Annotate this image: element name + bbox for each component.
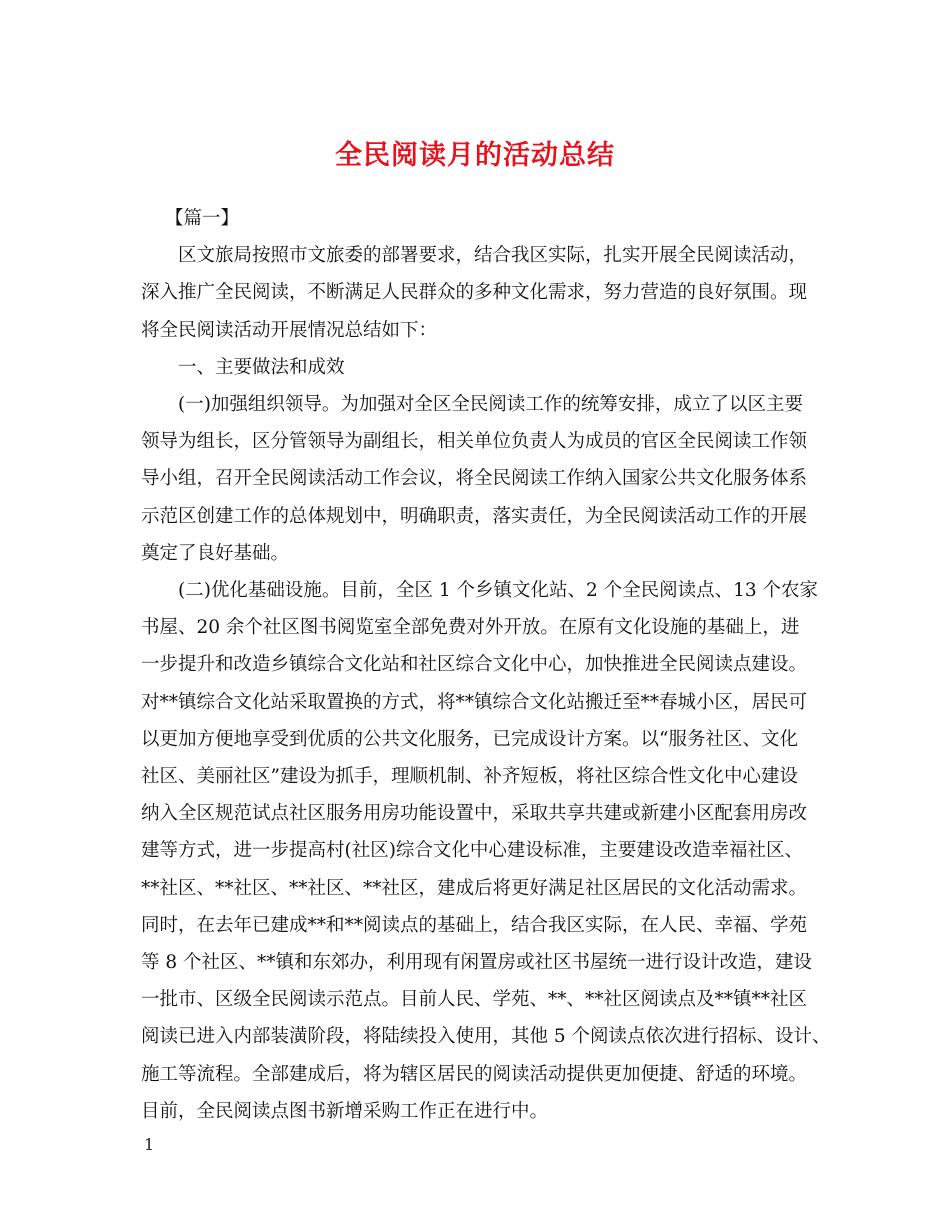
text-line: 一批市、区级全民阅读示范点。目前人民、学苑、**、**社区阅读点及**镇**社区 bbox=[141, 989, 808, 1011]
text-line: 一步提升和改造乡镇综合文化站和社区综合文化中心，加快推进全民阅读点建设。 bbox=[141, 654, 808, 676]
text-line: **社区、**社区、**社区、**社区，建成后将更好满足社区居民的文化活动需求。 bbox=[141, 877, 808, 899]
text-line: 对**镇综合文化站采取置换的方式，将**镇综合文化站搬迁至**春城小区，居民可 bbox=[141, 691, 808, 713]
text-line: 领导为组长，区分管领导为副组长，相关单位负责人为成员的官区全民阅读工作领 bbox=[141, 431, 808, 453]
document-title: 全民阅读月的活动总结 bbox=[335, 140, 615, 171]
text-line: 深入推广全民阅读，不断满足人民群众的多种文化需求，努力营造的良好氛围。现 bbox=[141, 282, 808, 304]
text-line: 社区、美丽社区”建设为抓手，理顺机制、补齐短板，将社区综合性文化中心建设 bbox=[141, 766, 798, 788]
text-line: 建等方式，进一步提高村(社区)综合文化中心建设标准，主要建设改造幸福社区、 bbox=[141, 840, 803, 862]
page-number: 1 bbox=[144, 1135, 155, 1154]
text-line: 区文旅局按照市文旅委的部署要求，结合我区实际，扎实开展全民阅读活动， bbox=[178, 245, 808, 267]
text-line: 奠定了良好基础。 bbox=[141, 542, 290, 564]
text-line: 等 8 个社区、**镇和东郊办，利用现有闲置房或社区书屋统一进行设计改造，建设 bbox=[141, 952, 813, 974]
document-body bbox=[141, 200, 831, 1130]
text-line: 将全民阅读活动开展情况总结如下： bbox=[141, 319, 438, 341]
text-line: 阅读已进入内部装潢阶段，将陆续投入使用，其他 5 个阅读点依次进行招标、设计、 bbox=[141, 1026, 831, 1048]
text-line: 目前，全民阅读点图书新增采购工作正在进行中。 bbox=[141, 1100, 549, 1122]
text-line: 施工等流程。全部建成后，将为辖区居民的阅读活动提供更加便捷、舒适的环境。 bbox=[141, 1063, 808, 1085]
text-line: (一)加强组织领导。为加强对全区全民阅读工作的统筹安排，成立了以区主要 bbox=[178, 394, 803, 416]
text-line: 示范区创建工作的总体规划中，明确职责，落实责任，为全民阅读活动工作的开展 bbox=[141, 505, 808, 527]
text-line: (二)优化基础设施。目前，全区 1 个乡镇文化站、2 个全民阅读点、13 个农家 bbox=[178, 580, 819, 602]
text-line: 导小组，召开全民阅读活动工作会议，将全民阅读工作纳入国家公共文化服务体系 bbox=[141, 468, 808, 490]
text-line: 纳入全区规范试点社区服务用房功能设置中，采取共享共建或新建小区配套用房改 bbox=[141, 803, 808, 825]
text-line: 一、主要做法和成效 bbox=[178, 356, 345, 378]
section-label: 【篇一】 bbox=[165, 208, 240, 229]
paragraph-lines bbox=[141, 237, 831, 1130]
text-line: 同时，在去年已建成**和**阅读点的基础上，结合我区实际，在人民、幸福、学苑 bbox=[141, 914, 808, 936]
text-line: 书屋、20 余个社区图书阅览室全部免费对外开放。在原有文化设施的基础上，进 bbox=[141, 617, 800, 639]
text-line: 以更加方便地享受到优质的公共文化服务，已完成设计方案。以“服务社区、文化 bbox=[141, 728, 798, 750]
